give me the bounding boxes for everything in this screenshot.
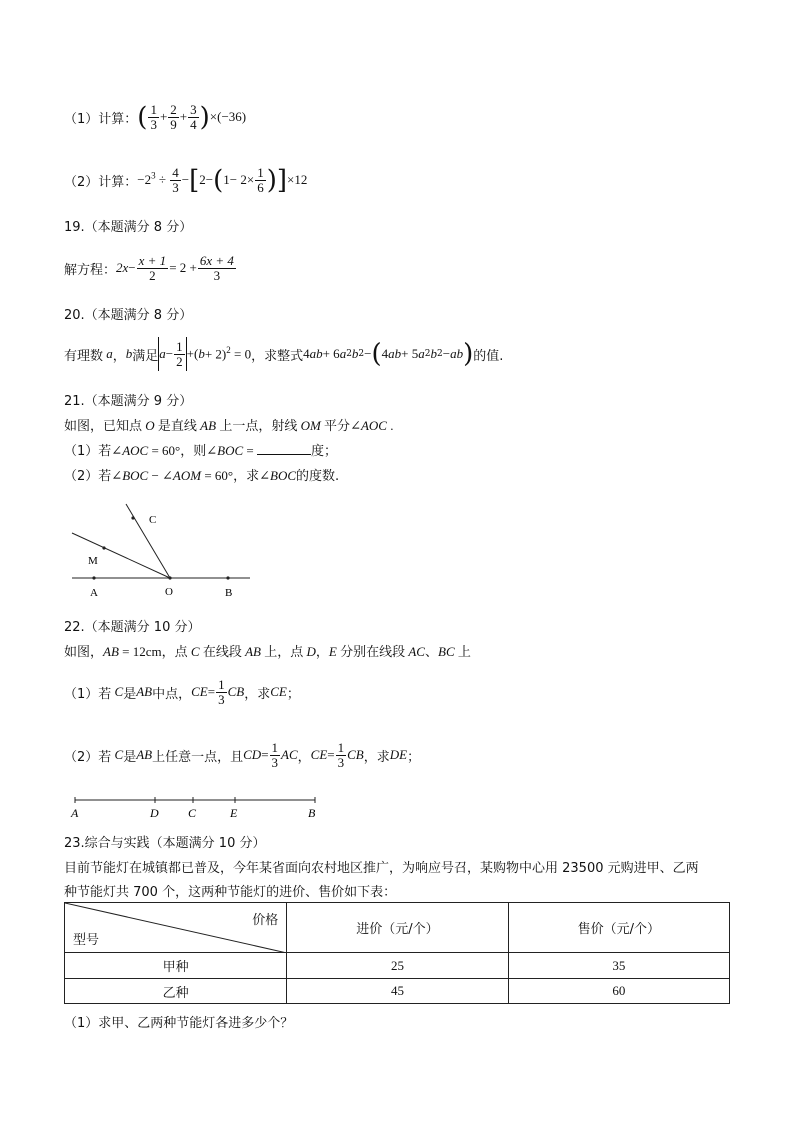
q23-part1: （1）求甲、乙两种节能灯各进多少个？ (64, 1016, 294, 1031)
q22-p2-b: 是 (123, 749, 137, 765)
q22-p1-d: ，求 (244, 686, 271, 702)
label-e: E (230, 806, 238, 820)
point-b (226, 576, 229, 579)
q20-problem: 有理数 a ， b 满足 a − $\frac{1}{2}$ +( b + 2)$^2$ = 0 ，求整式 4 ab + 6 a 2 b 2 − ( 4 ab + 5 a 2 b 2 − ab ) 的值. (64, 338, 504, 369)
price-table (64, 902, 730, 1004)
q22-p1-b: 是 (123, 686, 137, 702)
q22-p1-a: （1）若 (64, 686, 112, 702)
q21-p2-b: ，求 (233, 469, 260, 484)
q20-header: 20.（本题满分 8 分） (64, 308, 193, 323)
q23-line2: 种节能灯共 700 个，这两种节能灯的进价、售价如下表： (64, 885, 397, 900)
corner-bottom-label: 型号 (73, 933, 100, 948)
label-b: B (308, 806, 316, 820)
q21-answer-blank (257, 454, 311, 455)
point-o (168, 576, 171, 579)
q18-p2-tail: ×12 (287, 171, 308, 187)
q22-part2: （2）若 C 是 AB 上任意一点，且 CD = $\frac{1}{3}$ AC ， CE = $\frac{1}{3}$ CB ，求 DE ； (64, 739, 421, 770)
q22-figure (66, 792, 326, 822)
label-c: C (188, 806, 197, 820)
q18-p1-label: （1）计算： (64, 111, 138, 127)
point-c (131, 516, 134, 519)
q19-prompt: 解方程： (64, 262, 117, 278)
label-a: A (90, 587, 98, 599)
q18-p2-label: （2）计算： (64, 174, 138, 190)
q22-intro-f: 上 (457, 645, 471, 660)
q22-intro-a: 如图， (64, 645, 104, 660)
q21-part2: （2）若∠BOC − ∠AOM = 60°，求∠BOC的度数. (64, 468, 340, 484)
q21-intro-c: 上一点，射线 (219, 419, 298, 434)
ray-om (72, 533, 170, 578)
q22-intro-b: ，点 (161, 645, 188, 660)
q22-intro-d: 上，点 (264, 645, 304, 660)
q21-p1-a: （1）若 (64, 444, 112, 459)
q21-p1-b: ，则 (180, 444, 207, 459)
col-header-price: 售价（元/个） (508, 903, 729, 953)
q22-part1: （1）若 C 是 AB 中点， CE = $\frac{1}{3}$ CB ，求 CE ； (64, 676, 300, 707)
label-b: B (225, 587, 233, 599)
q21-intro-a: 如图，已知点 (64, 419, 143, 434)
q23-header: 23.综合与实践（本题满分 10 分） (64, 836, 266, 851)
q20-text-b: 满足 (132, 348, 159, 364)
q19-equation: 解方程： 2x − $\frac{x + 1}{2}$ = 2 + $\frac{6x + 4}{3}$ (64, 252, 234, 283)
q19-header: 19.（本题满分 8 分） (64, 220, 193, 235)
row-price: 35 (508, 953, 729, 979)
q22-p2-a: （2）若 (64, 749, 112, 765)
label-d: D (150, 806, 159, 820)
q20-text-c: ，求整式 (251, 348, 304, 364)
label-c: C (149, 514, 157, 526)
q18-p2-expression: $-2^3$ ÷ $\frac{4}{3}$ −[2−(1− 2× $\frac{1}{6}$ )]×12 (137, 164, 308, 195)
corner-top-label: 价格 (252, 913, 279, 928)
q18-p1-expression: ( $\frac{1}{3}$ + $\frac{2}{9}$ + $\frac{3}{4}$ )×(−36) (137, 101, 247, 132)
table-corner-cell (65, 903, 287, 953)
point-a (92, 576, 95, 579)
q21-p2-a: （2）若 (64, 469, 112, 484)
q22-p2-c: 上任意一点，且 (152, 749, 244, 765)
q22-intro-c: 在线段 (202, 645, 242, 660)
q18-part2 (64, 160, 307, 200)
q22-intro: 如图，AB = 12cm，点 C 在线段 AB 上，点 D，E 分别在线段 AC、BC 上 (64, 644, 471, 660)
table-row (65, 979, 730, 1004)
row-name: 甲种 (65, 953, 287, 979)
label-o: O (165, 586, 173, 598)
q21-figure (60, 492, 260, 604)
col-header-cost: 进价（元/个） (287, 903, 508, 953)
q21-intro: 如图，已知点 O 是直线 AB 上一点，射线 OM 平分∠AOC . (64, 418, 394, 434)
q20-text-a: 有理数 (64, 348, 104, 364)
table-row (65, 953, 730, 979)
q21-intro-d: 平分 (324, 419, 351, 434)
q21-part1: （1）若∠AOC = 60°，则∠BOC = 度； (64, 443, 337, 459)
q22-header: 22.（本题满分 10 分） (64, 620, 201, 635)
ray-oc (126, 504, 170, 578)
row-name: 乙种 (65, 979, 287, 1004)
q21-intro-b: 是直线 (157, 419, 197, 434)
row-cost: 45 (287, 979, 508, 1004)
label-m: M (88, 555, 98, 567)
q22-p2-d: ，求 (363, 749, 390, 765)
q22-p1-c: 中点， (152, 686, 192, 702)
row-price: 60 (508, 979, 729, 1004)
q22-intro-e: 分别在线段 (340, 645, 406, 660)
point-m (102, 546, 105, 549)
q18-part1 (64, 98, 246, 136)
q21-header: 21.（本题满分 9 分） (64, 394, 193, 409)
q20-text-d: 的值. (473, 348, 504, 364)
q21-p2-c: 的度数. (296, 469, 340, 484)
label-a: A (71, 806, 79, 820)
row-cost: 25 (287, 953, 508, 979)
q23-line1: 目前节能灯在城镇都已普及，今年某省面向农村地区推广，为响应号召，某购物中心用 23500 元购进甲、乙两 (64, 861, 699, 876)
q21-p1-c: 度； (310, 444, 337, 459)
